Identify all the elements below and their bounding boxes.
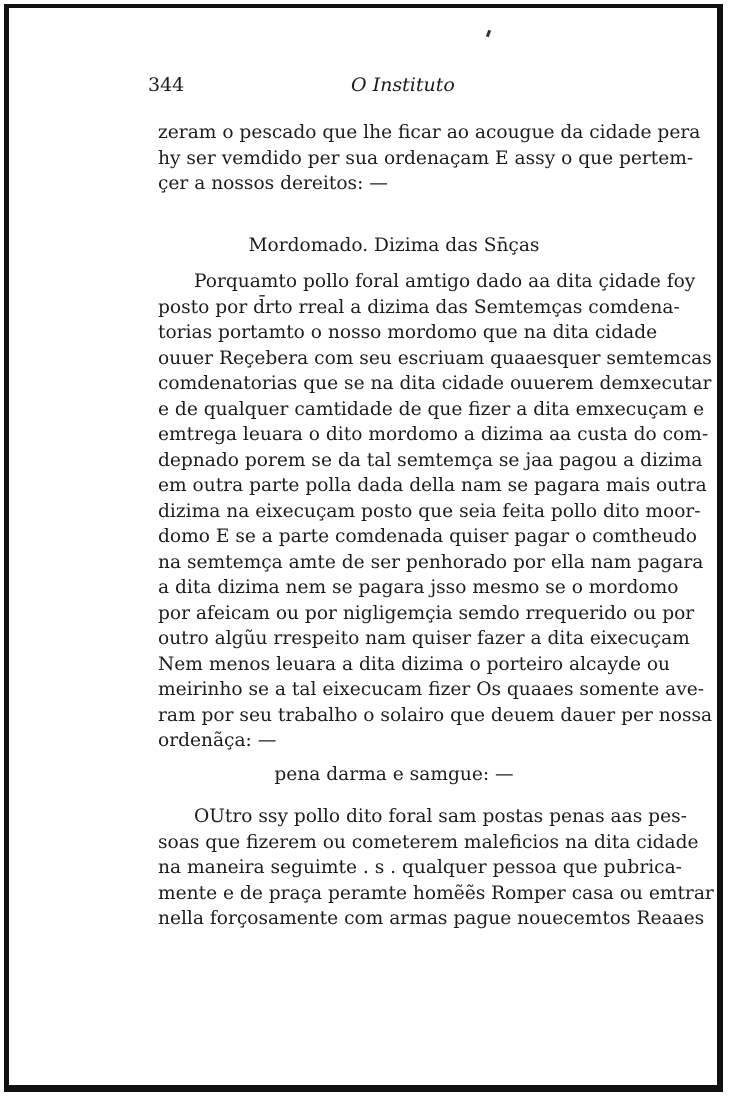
text-line: ouuer Reçebera com seu escriuam quaaesquer semtemcas — [158, 347, 712, 369]
text-line: nella forçosamente com armas pague nouecemtos Reaaes — [158, 908, 705, 929]
text-line: hy ser vemdido per sua ordenaçam E assy o que pertem- — [158, 147, 694, 169]
section-heading-mordomado: Mordomado. Dizima das Sn̄ças — [248, 234, 540, 256]
text-line: depnado porem se da tal semtemça se jaa pagou a dizima — [158, 449, 703, 471]
text-line: ordenãça: — — [158, 730, 277, 751]
book-page — [148, 68, 714, 932]
text-line: OUtro ssy pollo dito foral sam postas penas aas pes- — [194, 806, 687, 827]
text-line: domo E se a parte comdenada quiser pagar o comtheudo — [158, 526, 697, 547]
text-line: Porquamto pollo foral amtigo dado aa dita çidade foy — [194, 271, 696, 292]
text-line: a dita dizima nem se pagara jsso mesmo se o mordomo — [158, 577, 679, 598]
text-line: ram por seu trabalho o solairo que deuem dauer per nossa — [158, 704, 713, 726]
page-number: 344 — [148, 74, 185, 96]
text-line: Nem menos leuara a dita dizima o porteiro alcayde ou — [158, 653, 671, 675]
paragraph-1 — [158, 120, 701, 197]
section-heading-pena: pena darma e samgue: — — [274, 763, 514, 785]
text-line: comdenatorias que se na dita cidade ouuerem demxecutar — [158, 373, 712, 394]
text-line: por afeicam ou por nigligemçia semdo rrequerido ou por — [158, 602, 695, 624]
text-line: na semtemça amte de ser penhorado por ella nam pagara — [158, 551, 704, 573]
text-line: na maneira seguimte . s . qualquer pessoa que pubrica- — [158, 857, 682, 878]
text-line: soas que fizerem ou cometerem maleficios na dita cidade — [158, 831, 699, 853]
running-title: O Instituto — [351, 74, 455, 96]
text-line: em outra parte polla dada della nam se pagara mais outra — [158, 475, 707, 496]
text-line: dizima na eixecuçam posto que seia feita pollo dito moor- — [158, 500, 701, 522]
paragraph-2 — [158, 269, 713, 754]
text-line: meirinho se a tal eixecucam fizer Os quaaes somente ave- — [158, 679, 705, 700]
text-line: e de qualquer camtidade de que fizer a dita emxecuçam e — [158, 398, 705, 420]
text-line: outro algũu rrespeito nam quiser fazer a dita eixecuçam — [158, 628, 690, 649]
text-line: çer a nossos dereitos: — — [158, 173, 388, 194]
text-line: posto por d̄rto rreal a dizima das Semtemças comdena- — [158, 296, 680, 318]
paragraph-3 — [158, 804, 714, 932]
text-line: torias portamto o nosso mordomo que na dita cidade — [158, 322, 658, 343]
page-header — [148, 68, 630, 98]
text-line: emtrega leuara o dito mordomo a dizima aa custa do com- — [158, 424, 709, 445]
text-line: mente e de praça peramte homẽẽs Romper casa ou emtrar — [158, 882, 714, 904]
text-line: zeram o pescado que lhe ficar ao acougue da cidade pera — [158, 122, 701, 143]
